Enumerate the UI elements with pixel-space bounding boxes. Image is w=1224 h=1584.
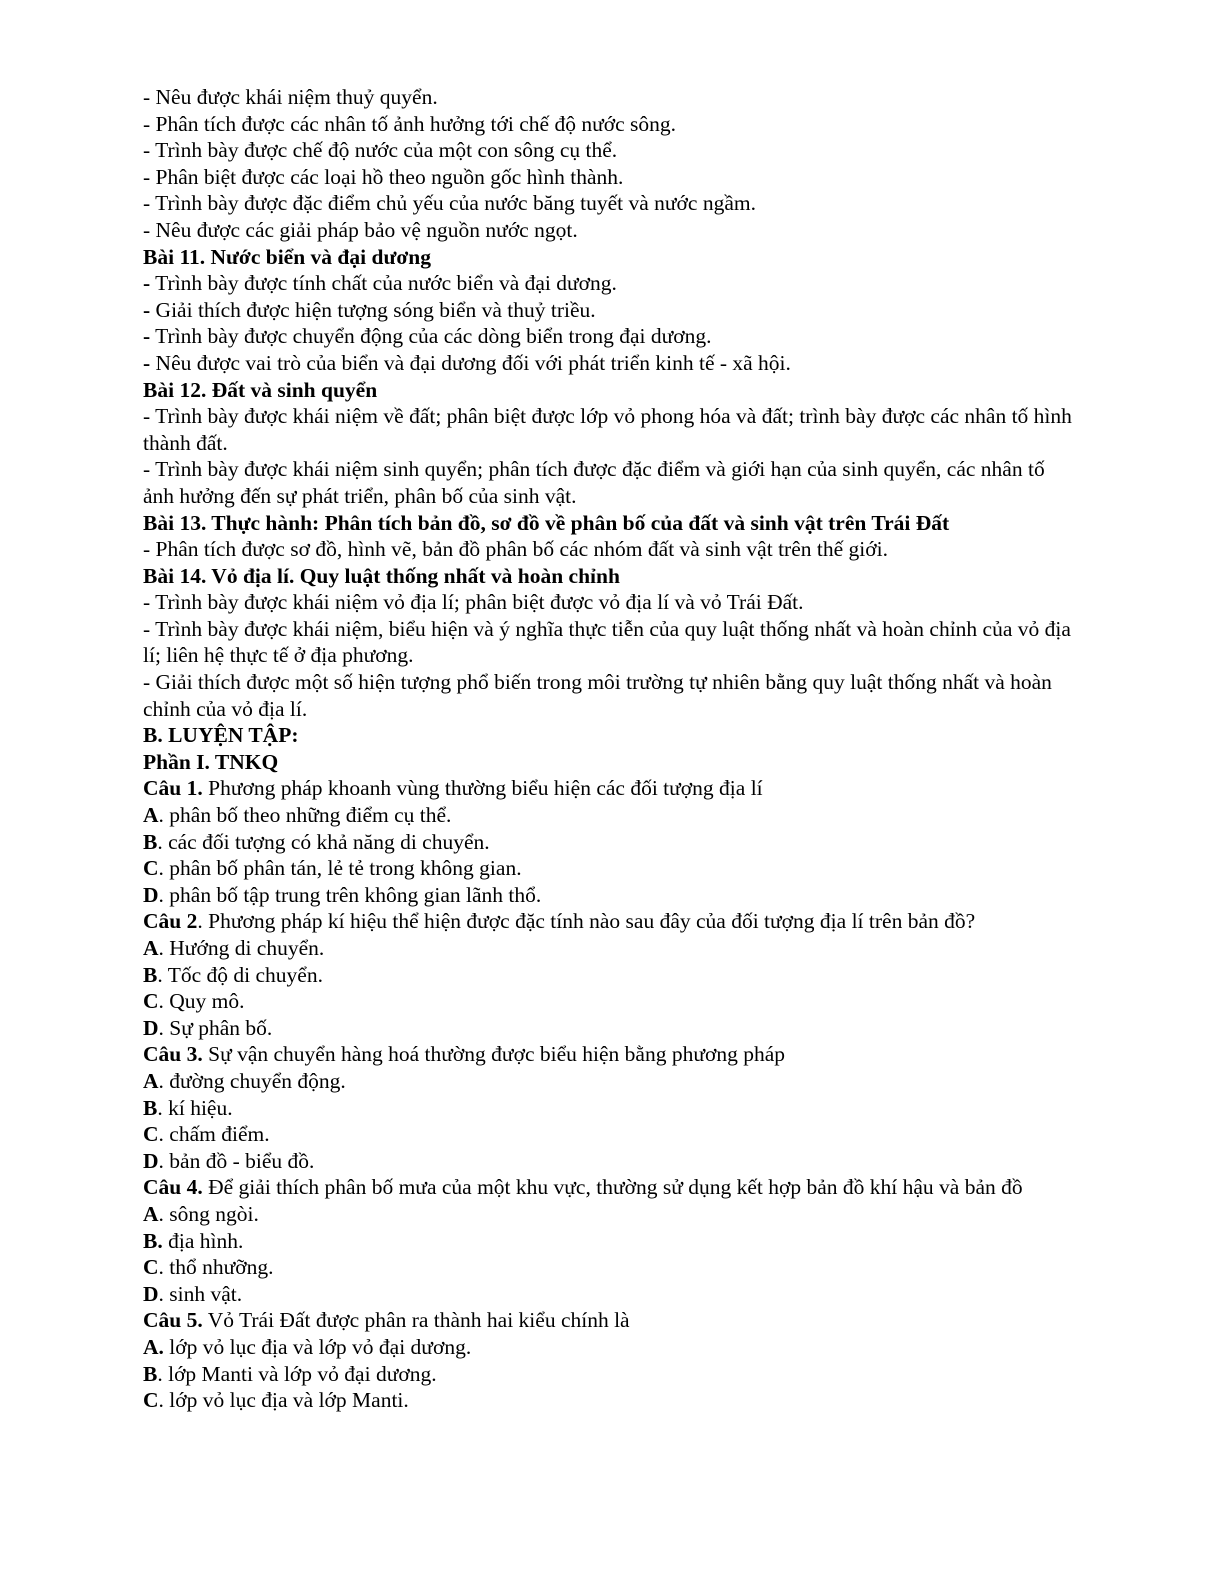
option-text: lớp vỏ lục địa và lớp vỏ đại dương.: [163, 1334, 472, 1359]
answer-option: [143, 1015, 1078, 1042]
option-text: . sinh vật.: [158, 1281, 243, 1306]
answer-option: [143, 1334, 1078, 1361]
option-key: A: [143, 1068, 159, 1093]
answer-option: [143, 935, 1078, 962]
question-text: Vỏ Trái Đất được phân ra thành hai kiểu chính là: [202, 1308, 630, 1333]
option-key: B: [143, 1361, 158, 1386]
question-stem: [143, 908, 1078, 935]
question-3: [143, 1041, 1078, 1174]
question-label: Câu 2: [143, 909, 198, 934]
option-text: . Tốc độ di chuyển.: [157, 962, 323, 987]
question-4: [143, 1174, 1078, 1307]
question-label: Câu 3.: [143, 1042, 203, 1067]
answer-option: [143, 1095, 1078, 1122]
option-key: A: [143, 1201, 159, 1226]
list-item: [143, 270, 1078, 297]
answer-option: [143, 1361, 1078, 1388]
list-dash: -: [143, 324, 151, 349]
list-item: - Phân tích được các nhân tố ảnh hưởng tới chế độ nước sông.: [143, 111, 677, 136]
question-text: Phương pháp khoanh vùng thường biểu hiện các đối tượng địa lí: [202, 776, 763, 801]
list-item: [143, 350, 1078, 377]
list-item: - Giải thích được một số hiện tượng phổ biến trong môi trường tự nhiên bằng quy luật thống nhất và hoàn chỉnh của vỏ địa lí.: [143, 670, 1052, 721]
option-text: . đường chuyển động.: [158, 1068, 346, 1093]
option-text: . chấm điểm.: [158, 1122, 270, 1147]
answer-option: [143, 802, 1078, 829]
lesson-heading: Bài 12. Đất và sinh quyển: [143, 377, 378, 402]
option-text: . bản đồ - biểu đồ.: [158, 1148, 315, 1173]
answer-option: [143, 1254, 1078, 1281]
answer-option: [143, 1068, 1078, 1095]
lesson-11: [143, 244, 1078, 377]
option-text: . Hướng di chuyển.: [158, 936, 325, 960]
option-text: . lớp vỏ lục địa và lớp Manti.: [158, 1388, 409, 1413]
option-text: . Sự phân bố.: [158, 1015, 273, 1040]
option-key: C: [143, 989, 159, 1014]
list-item-text: Trình bày được tính chất của nước biển và đại dương.: [150, 271, 617, 296]
answer-option: [143, 882, 1078, 909]
answer-option: [143, 829, 1078, 856]
option-key: B: [143, 1095, 158, 1120]
option-key: D: [143, 1148, 159, 1173]
option-key: D: [143, 1015, 159, 1040]
option-key: A.: [143, 1334, 164, 1359]
question-label: Câu 1.: [143, 776, 203, 801]
list-item: [143, 297, 1078, 324]
section-heading: B. LUYỆN TẬP:: [143, 723, 299, 748]
lesson-12: [143, 377, 1078, 510]
answer-option: [143, 1387, 1078, 1414]
option-text: . sông ngòi.: [158, 1201, 259, 1226]
lesson-heading: Bài 13. Thực hành: Phân tích bản đồ, sơ đồ về phân bố của đất và sinh vật trên Trái Đất: [143, 510, 950, 535]
question-label: Câu 4.: [143, 1175, 203, 1200]
lesson-heading: Bài 14. Vỏ địa lí. Quy luật thống nhất và hoàn chỉnh: [143, 563, 620, 588]
question-1: [143, 775, 1078, 908]
list-item-text: Nêu được vai trò của biển và đại dương đối với phát triển kinh tế - xã hội.: [150, 350, 791, 375]
list-item-text: Giải thích được hiện tượng sóng biển và thuỷ triều.: [150, 297, 596, 322]
answer-option: [143, 1201, 1078, 1228]
answer-option: [143, 1148, 1078, 1175]
option-key: C: [143, 1388, 159, 1413]
answer-option: [143, 988, 1078, 1015]
list-item: [143, 323, 1078, 350]
list-dash: -: [143, 271, 151, 296]
list-item: - Nêu được khái niệm thuỷ quyển.: [143, 85, 438, 109]
option-text: . Quy mô.: [158, 989, 245, 1014]
question-stem: [143, 1041, 1078, 1068]
option-key: C: [143, 856, 159, 881]
question-stem: [143, 775, 1078, 802]
option-text: . thổ nhưỡng.: [158, 1255, 274, 1280]
option-key: D: [143, 1281, 159, 1306]
list-item: - Trình bày được khái niệm sinh quyển; phân tích được đặc điểm và giới hạn của sinh quyển, các nhân tố ảnh hưởng đến sự phát triển, phân bố của sinh vật.: [143, 457, 1045, 508]
answer-option: [143, 855, 1078, 882]
lesson-14: [143, 563, 1078, 723]
list-item: - Trình bày được chế độ nước của một con sông cụ thể.: [143, 138, 618, 163]
option-text: . kí hiệu.: [157, 1095, 233, 1120]
option-key: B: [143, 962, 158, 987]
part-heading: Phần I. TNKQ: [143, 749, 279, 774]
list-item: - Trình bày được khái niệm về đất; phân biệt được lớp vỏ phong hóa và đất; trình bày được các nhân tố hình thành đất.: [143, 404, 1072, 455]
list-item: - Phân biệt được các loại hồ theo nguồn gốc hình thành.: [143, 164, 624, 189]
list-item: - Trình bày được khái niệm vỏ địa lí; phân biệt được vỏ địa lí và vỏ Trái Đất.: [143, 590, 804, 615]
option-text: . phân bố tập trung trên không gian lãnh thổ.: [158, 882, 542, 907]
option-text: địa hình.: [162, 1228, 244, 1253]
option-key: C: [143, 1122, 159, 1147]
answer-option: [143, 1228, 1078, 1255]
option-key: A: [143, 803, 159, 828]
option-key: C: [143, 1255, 159, 1280]
list-item: - Phân tích được sơ đồ, hình vẽ, bản đồ phân bố các nhóm đất và sinh vật trên thế giới.: [143, 537, 888, 562]
intro-list: [143, 84, 1078, 244]
question-stem: [143, 1174, 1078, 1201]
option-text: . các đối tượng có khả năng di chuyển.: [157, 829, 490, 854]
lesson-heading: Bài 11. Nước biển và đại dương: [143, 244, 431, 269]
lesson-13: [143, 510, 1078, 563]
document-body: [143, 84, 1078, 1414]
question-stem: [143, 1307, 1078, 1334]
list-item-text: Trình bày được chuyển động của các dòng biển trong đại dương.: [150, 324, 712, 349]
question-5: [143, 1307, 1078, 1413]
answer-option: [143, 962, 1078, 989]
question-text: Để giải thích phân bố mưa của một khu vực, thường sử dụng kết hợp bản đồ khí hậu và bản đồ: [202, 1175, 1023, 1200]
answer-option: [143, 1121, 1078, 1148]
option-text: . phân bố theo những điểm cụ thể.: [158, 803, 452, 828]
option-text: . lớp Manti và lớp vỏ đại dương.: [157, 1361, 437, 1386]
list-item: - Trình bày được khái niệm, biểu hiện và ý nghĩa thực tiễn của quy luật thống nhất và hoàn chỉnh của vỏ địa lí; liên hệ thực tế ở địa phương.: [143, 616, 1071, 668]
option-key: B: [143, 829, 158, 854]
option-key: B.: [143, 1228, 163, 1253]
question-text: Sự vận chuyển hàng hoá thường được biểu hiện bằng phương pháp: [202, 1042, 786, 1067]
list-dash: -: [143, 350, 151, 375]
answer-option: [143, 1281, 1078, 1308]
question-2: [143, 908, 1078, 1041]
list-item: - Nêu được các giải pháp bảo vệ nguồn nước ngọt.: [143, 217, 578, 242]
option-key: D: [143, 882, 159, 907]
question-label: Câu 5.: [143, 1308, 203, 1333]
list-item: - Trình bày được đặc điểm chủ yếu của nước băng tuyết và nước ngầm.: [143, 191, 756, 216]
option-text: . phân bố phân tán, lẻ tẻ trong không gian.: [158, 856, 522, 881]
option-key: A: [143, 936, 159, 960]
question-text: . Phương pháp kí hiệu thể hiện được đặc tính nào sau đây của đối tượng địa lí trên bản đồ?: [197, 909, 976, 934]
list-dash: -: [143, 297, 151, 322]
